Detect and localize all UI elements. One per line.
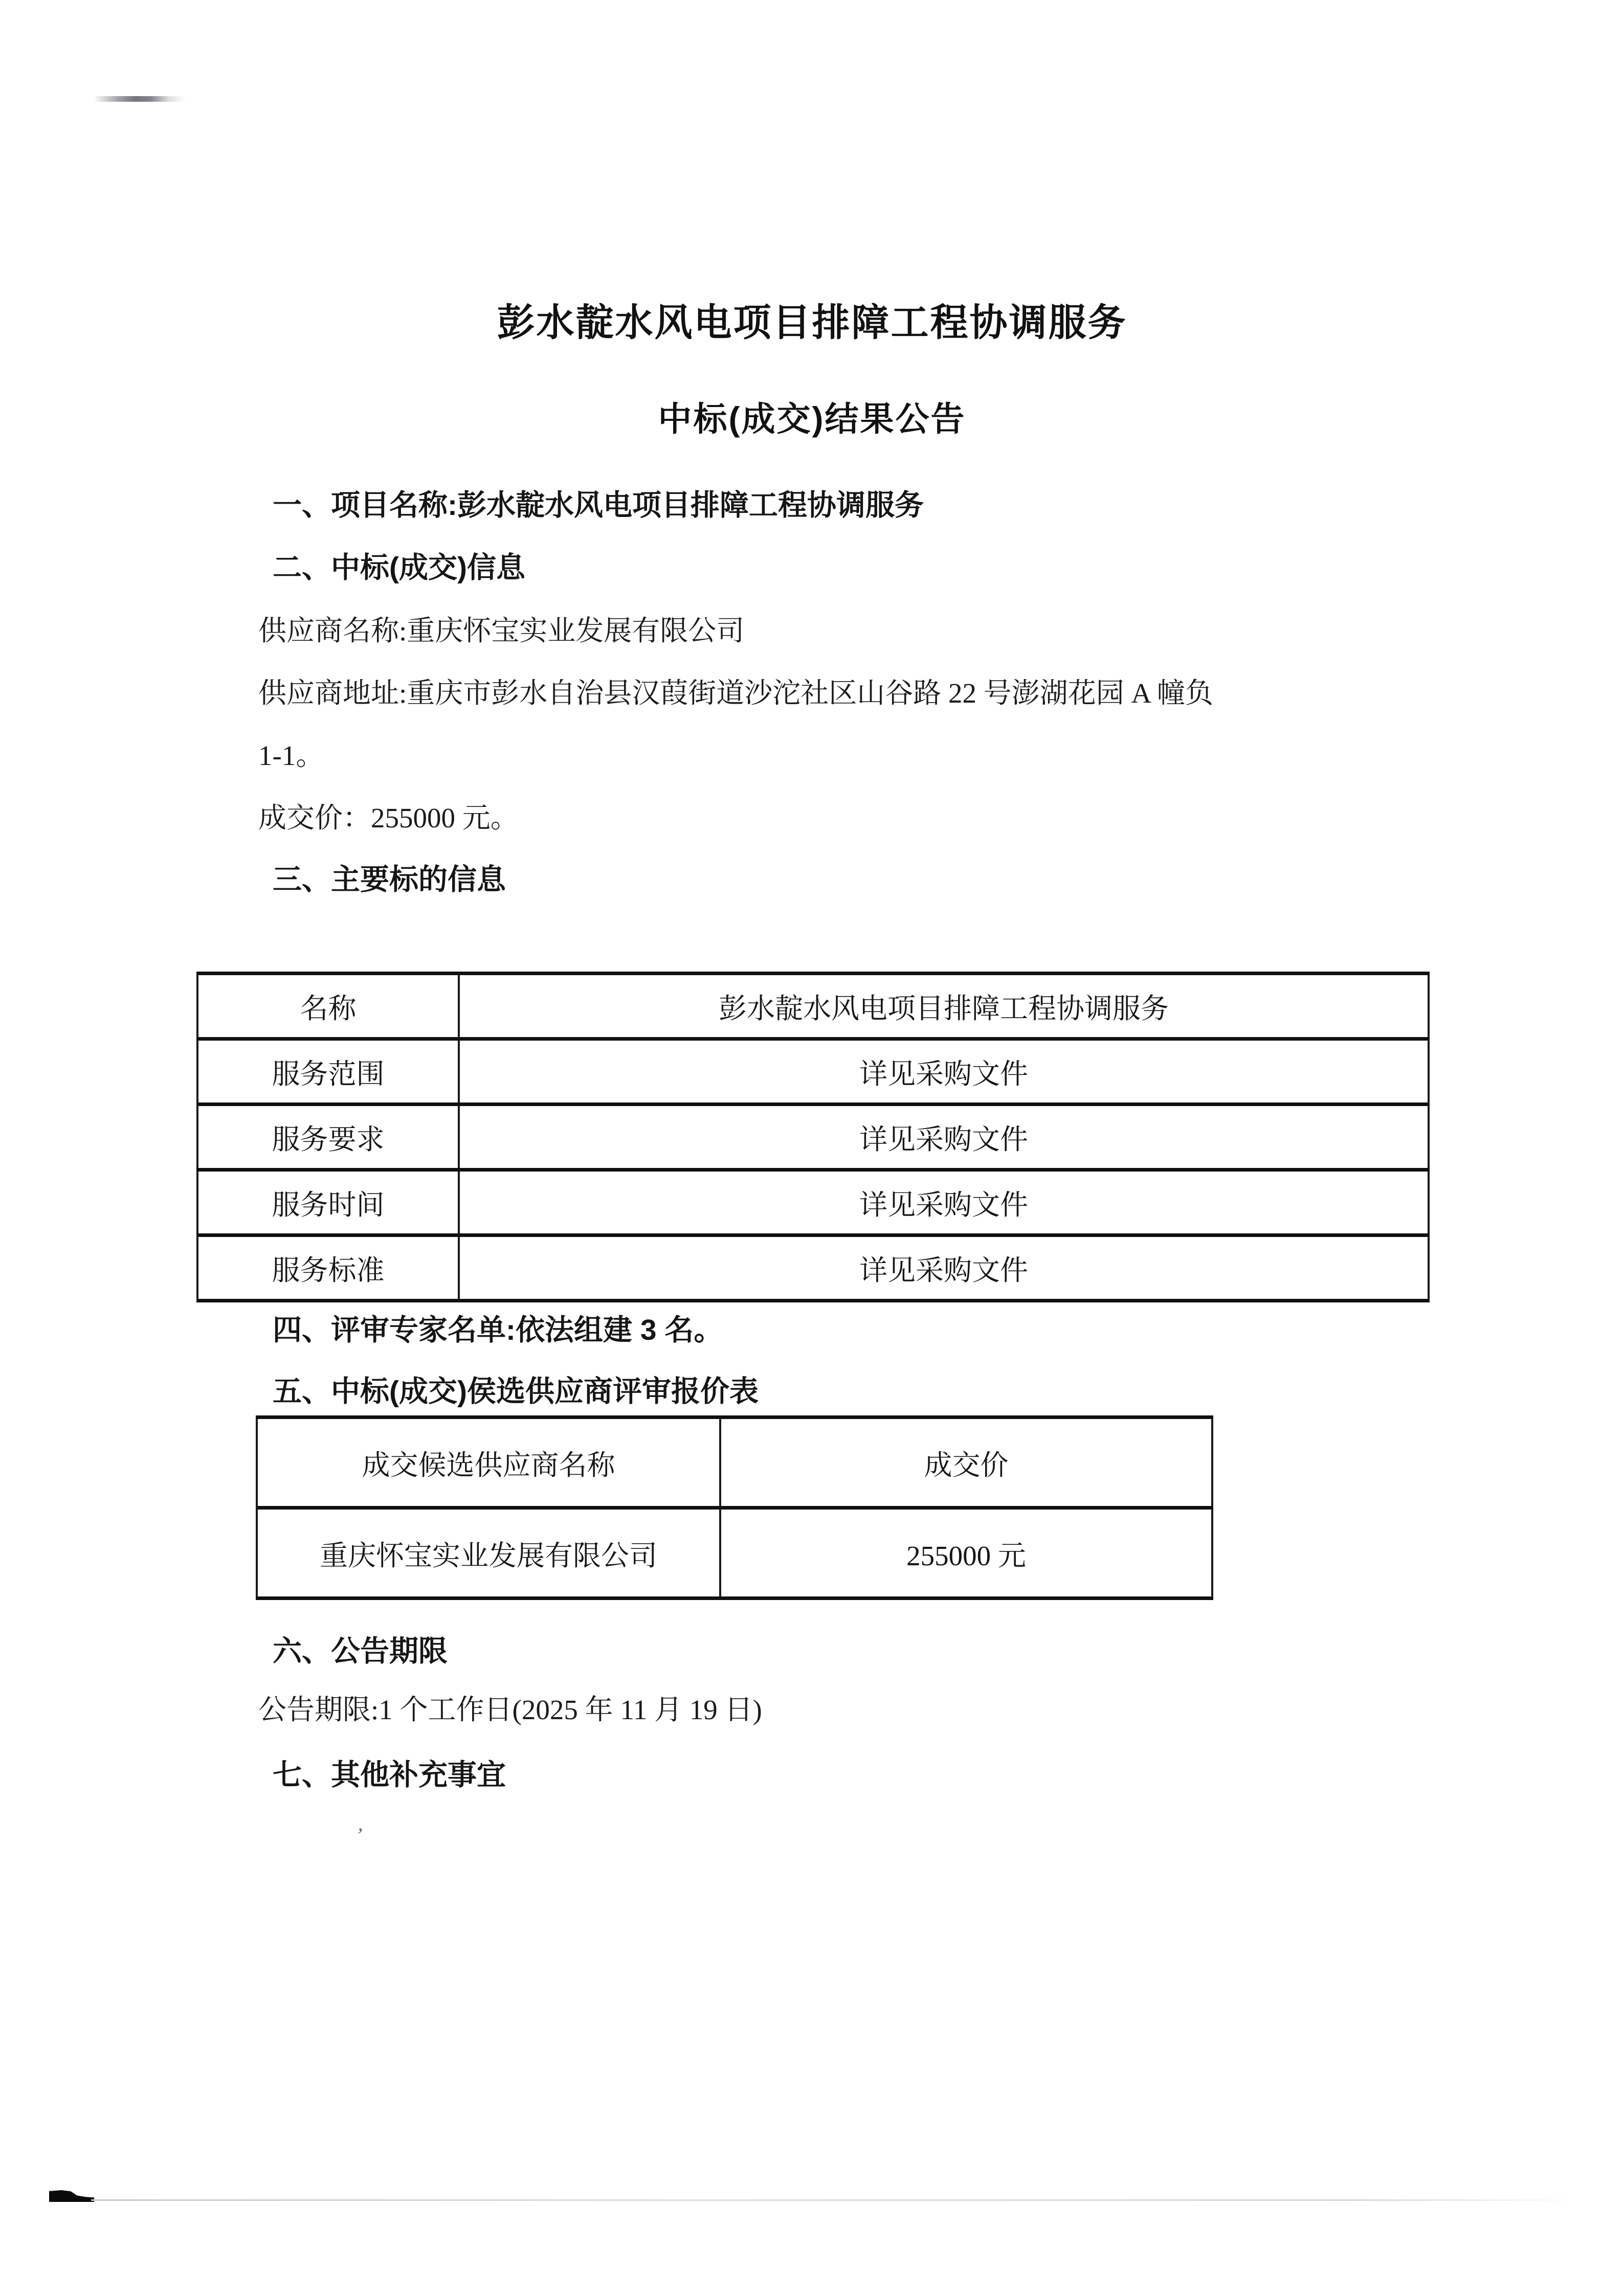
subject-row-value: 详见采购文件: [459, 1235, 1429, 1301]
ink-speck-artifact: ’: [353, 1824, 365, 1848]
scan-blob-artifact: [49, 2190, 94, 2202]
subject-row-value: 详见采购文件: [459, 1170, 1429, 1235]
scan-streak-artifact: [94, 96, 186, 102]
subject-row-label: 服务范围: [197, 1039, 459, 1105]
section-heading-other-matters: 七、其他补充事宜: [273, 1759, 506, 1791]
subject-row-value: 彭水靛水风电项目排障工程协调服务: [459, 974, 1429, 1039]
subject-info-table: [196, 972, 1430, 1302]
table-row: [197, 974, 1429, 1039]
table-row: [257, 1508, 1212, 1599]
quote-price-cell: 255000 元: [720, 1508, 1212, 1599]
section-heading-announcement-period: 六、公告期限: [273, 1635, 448, 1668]
candidate-quote-table: [256, 1415, 1213, 1600]
document-title: 彭水靛水风电项目排障工程协调服务: [497, 301, 1127, 344]
table-header-row: [257, 1417, 1212, 1508]
subject-row-label: 服务时间: [197, 1170, 459, 1235]
supplier-address-line-2: 1-1。: [258, 740, 324, 771]
subject-row-label: 名称: [197, 974, 459, 1039]
table-row: [197, 1235, 1429, 1301]
section-heading-subject-info: 三、主要标的信息: [273, 863, 506, 896]
subject-row-label: 服务要求: [197, 1105, 459, 1170]
deal-price-line: 成交价：255000 元。: [258, 802, 519, 834]
subject-row-value: 详见采购文件: [459, 1039, 1429, 1105]
supplier-name-line: 供应商名称:重庆怀宝实业发展有限公司: [258, 615, 745, 646]
subject-row-label: 服务标准: [197, 1235, 459, 1301]
section-heading-project-name: 一、项目名称:彭水靛水风电项目排障工程协调服务: [273, 489, 924, 522]
section-heading-experts: 四、评审专家名单:依法组建 3 名。: [273, 1314, 723, 1346]
section-heading-candidate-quote-table: 五、中标(成交)侯选供应商评审报价表: [273, 1375, 759, 1408]
announcement-period-line: 公告期限:1 个工作日(2025 年 11 月 19 日): [258, 1694, 762, 1725]
subject-row-value: 详见采购文件: [459, 1105, 1429, 1170]
supplier-address-line-1: 供应商地址:重庆市彭水自治县汉葭街道沙沱社区山谷路 22 号澎湖花园 A 幢负: [258, 678, 1213, 709]
quote-supplier-cell: 重庆怀宝实业发展有限公司: [257, 1508, 720, 1599]
table-row: [197, 1170, 1429, 1235]
document-subtitle: 中标(成交)结果公告: [658, 400, 966, 438]
scan-edge-line-artifact: [91, 2199, 1577, 2201]
section-heading-award-info: 二、中标(成交)信息: [273, 551, 525, 584]
table-row: [197, 1039, 1429, 1105]
quote-header-supplier: 成交候选供应商名称: [257, 1417, 720, 1508]
quote-header-price: 成交价: [720, 1417, 1212, 1508]
table-row: [197, 1105, 1429, 1170]
